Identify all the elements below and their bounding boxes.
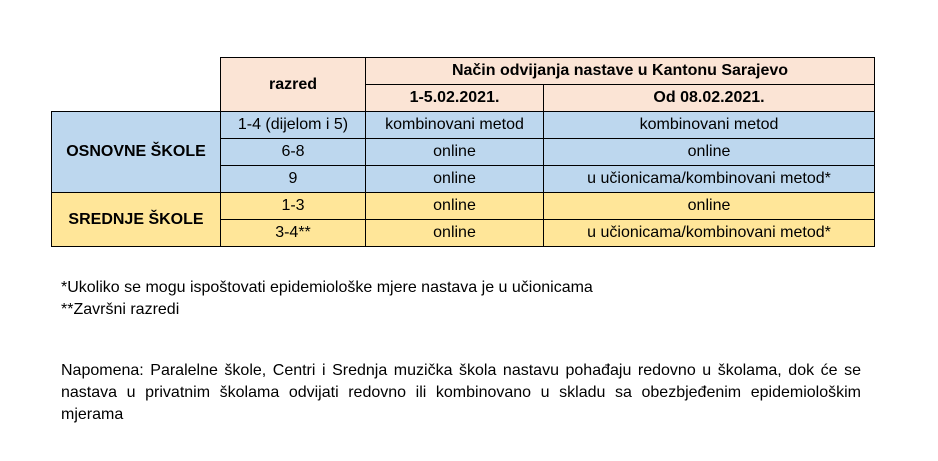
period2-cell: online	[544, 193, 875, 220]
footnote-1: *Ukoliko se mogu ispoštovati epidemiološke mjere nastava je u učionicama	[61, 279, 593, 296]
period1-cell: online	[366, 220, 544, 247]
razred-cell: 3-4**	[221, 220, 366, 247]
period2-cell: u učionicama/kombinovani metod*	[544, 220, 875, 247]
group-label-osnovne: OSNOVNE ŠKOLE	[52, 112, 221, 193]
period1-cell: online	[366, 139, 544, 166]
razred-cell: 6-8	[221, 139, 366, 166]
razred-cell: 1-3	[221, 193, 366, 220]
period2-header: Od 08.02.2021.	[544, 85, 875, 112]
razred-cell: 1-4 (dijelom i 5)	[221, 112, 366, 139]
table-title-header: Način odvijanja nastave u Kantonu Sarajevo	[366, 58, 875, 85]
razred-header: razred	[221, 58, 366, 112]
table-row	[52, 112, 875, 139]
period2-cell: online	[544, 139, 875, 166]
table-header-row	[52, 58, 875, 85]
empty-corner-cell	[52, 58, 221, 112]
schedule-table	[51, 57, 875, 247]
period2-cell: u učionicama/kombinovani metod*	[544, 166, 875, 193]
group-label-srednje: SREDNJE ŠKOLE	[52, 193, 221, 247]
table-row	[52, 193, 875, 220]
period1-cell: kombinovani metod	[366, 112, 544, 139]
footnote-2: **Završni razredi	[61, 301, 180, 318]
period1-cell: online	[366, 166, 544, 193]
napomena-paragraph: Napomena: Paralelne škole, Centri i Srednja muzička škola nastavu pohađaju redovno u školama, dok će se nastava u privatnim školama odvijati redovno ili kombinovano u skladu sa obezbjeđenim epidemiološkim mjerama	[61, 362, 861, 423]
period2-cell: kombinovani metod	[544, 112, 875, 139]
footnotes	[61, 277, 861, 321]
razred-cell: 9	[221, 166, 366, 193]
period1-cell: online	[366, 193, 544, 220]
period1-header: 1-5.02.2021.	[366, 85, 544, 112]
